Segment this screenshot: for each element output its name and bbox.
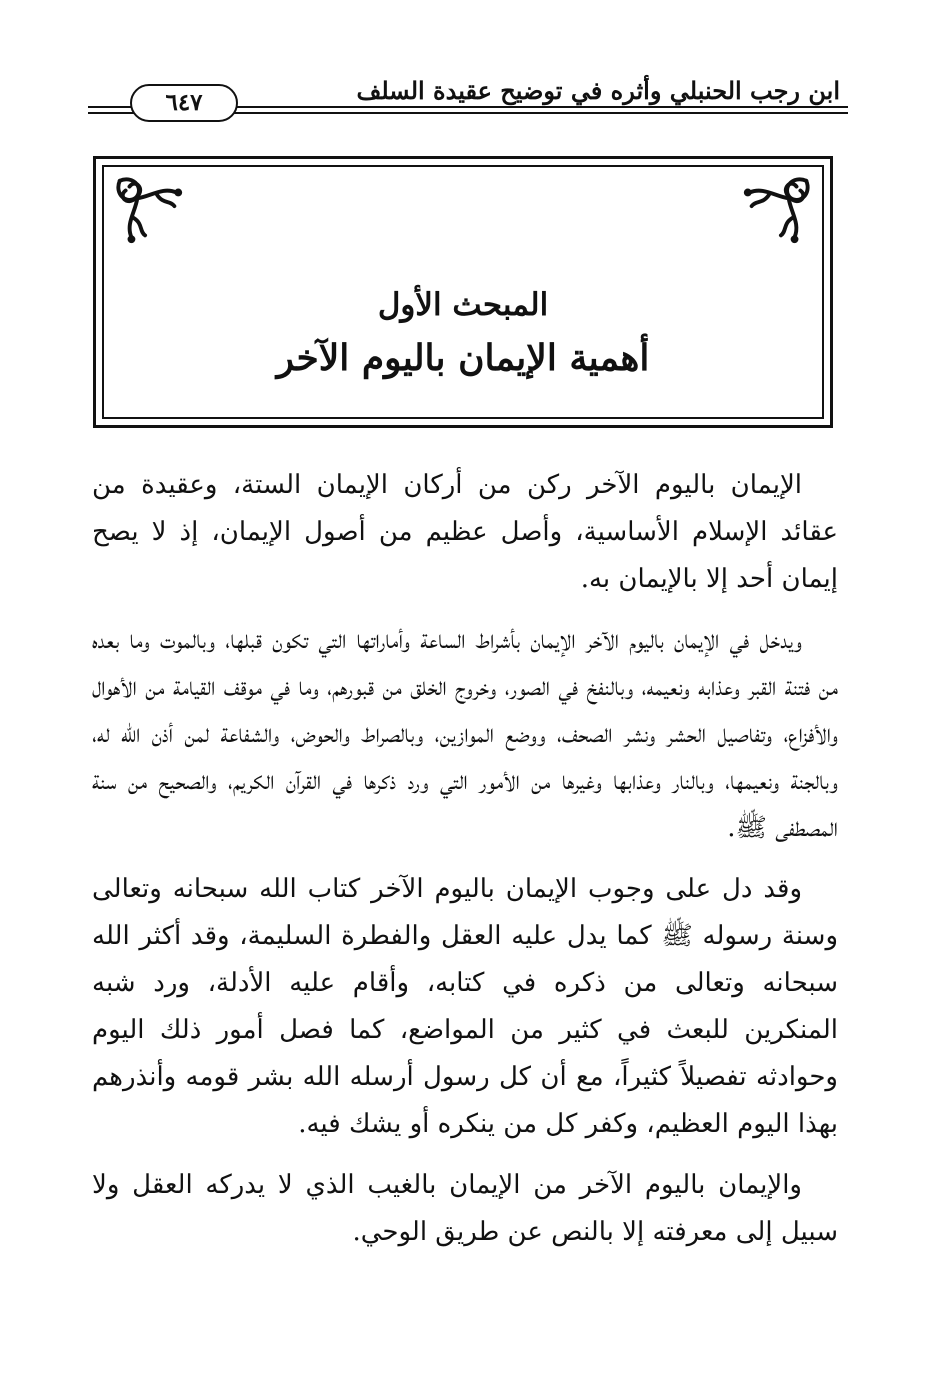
- paragraph-1: الإيمان باليوم الآخر ركن من أركان الإيمان الستة، وعقيدة من عقائد الإسلام الأساسية، وأصل عظيم من أصول الإيمان، إذ لا يصح إيمان أحد إلا بالإيمان به.: [92, 470, 838, 594]
- running-title: ابن رجب الحنبلي وأثره في توضيح عقيدة السلف: [356, 76, 840, 105]
- section-title-frame: [93, 156, 833, 428]
- left-floral-ornament-icon: [110, 171, 188, 249]
- page-number-badge: ٦٤٧: [130, 84, 238, 122]
- paragraph-4: والإيمان باليوم الآخر من الإيمان بالغيب الذي لا يدركه العقل ولا سبيل إلى معرفته إلا بالنص عن طريق الوحي.: [92, 1170, 838, 1247]
- page-header: [88, 68, 848, 124]
- right-floral-ornament-icon: [738, 171, 816, 249]
- paragraph-2: ويدخل في الإيمان باليوم الآخر الإيمان بأشراط الساعة وأماراتها التي تكون قبلها، وبالموت وما بعده من فتنة القبر وعذابه ونعيمه، وبالنفخ في الصور، وخروج الخلق من قبورهم، وما في موقف القيامة من الأهوال والأفزاع، وتفاصيل الحشر ونشر الصحف، ووضع الموازين، وبالصراط والحوض، والشفاعة لمن أذن الله له، وبالجنة ونعيمها، وبالنار وعذابها وغيرها من الأمور التي ورد ذكرها في القرآن الكريم، والصحيح من سنة المصطفى ﷺ.: [92, 625, 838, 843]
- section-title: أهمية الإيمان باليوم الآخر: [276, 337, 650, 379]
- paragraph-3: وقد دل على وجوب الإيمان باليوم الآخر كتاب الله سبحانه وتعالى وسنة رسوله ﷺ كما يدل عليه العقل والفطرة السليمة، وقد أكثر الله سبحانه وتعالى من ذكره في كتابه، وأقام عليه الأدلة، ورد شبه المنكرين للبعث في كثير من المواضع، كما فصل أمور ذلك اليوم وحوادثه تفصيلاً كثيراً، مع أن كل رسول أرسله الله بشر قومه وأنذرهم بهذا اليوم العظيم، وكفر كل من ينكره أو يشك فيه.: [92, 874, 838, 1139]
- article-body: [92, 462, 838, 1270]
- section-label: المبحث الأول: [377, 287, 549, 323]
